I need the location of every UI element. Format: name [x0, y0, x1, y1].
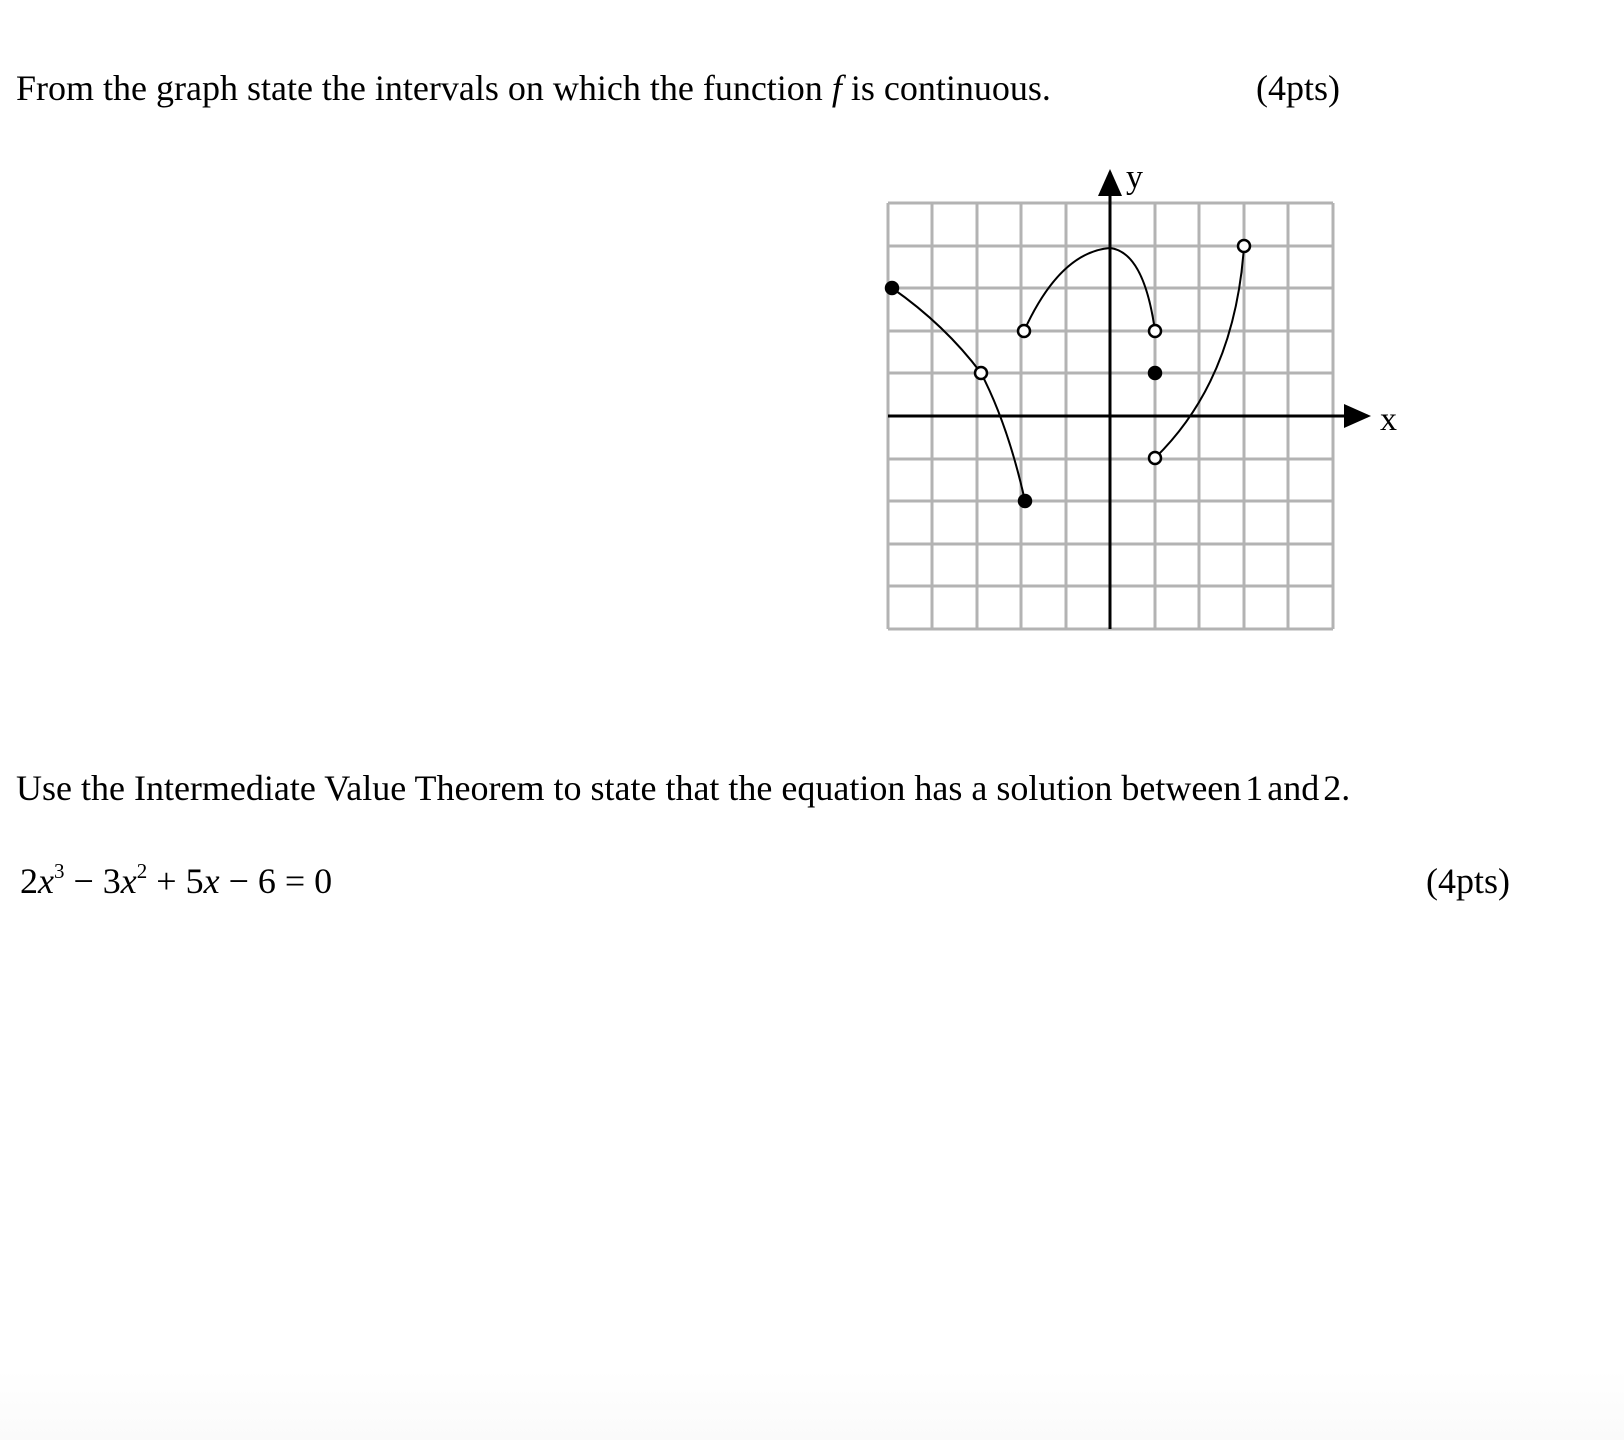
eq-exp-2: 2 — [136, 859, 148, 883]
eq-var: x — [38, 861, 54, 901]
x-axis-label: x — [1380, 401, 1397, 438]
question-2-text: Use the Intermediate Value Theorem to state that the equation has a solution between — [16, 768, 1242, 808]
function-variable: f — [831, 68, 842, 108]
eq-coef-1: 2 — [20, 861, 38, 901]
open-point — [1149, 452, 1161, 464]
open-point — [1149, 325, 1161, 337]
closed-point — [886, 282, 898, 294]
function-graph — [860, 150, 1397, 620]
question-2-prompt — [16, 770, 1354, 806]
question-1-text-start: From the graph state the intervals on which the function — [16, 68, 832, 108]
equation — [20, 859, 333, 901]
y-axis-label: y — [1126, 159, 1143, 196]
eq-minus-3: − 3 — [64, 861, 121, 901]
and-word: and — [1267, 768, 1320, 808]
eq-plus-5: + 5 — [147, 861, 204, 901]
closed-point — [1149, 367, 1161, 379]
eq-var: x — [120, 861, 137, 901]
eq-var: x — [203, 861, 220, 901]
open-point — [975, 367, 987, 379]
upper-bound: 2. — [1323, 768, 1351, 808]
open-point — [1238, 240, 1250, 252]
page-bottom-shade — [0, 1370, 1624, 1440]
question-2-points: (4pts) — [1426, 861, 1510, 901]
curve-segment-2 — [981, 373, 1025, 501]
open-point — [1018, 325, 1030, 337]
question-1-prompt — [16, 70, 1051, 106]
closed-point — [1019, 495, 1031, 507]
question-1-text-end: is continuous. — [841, 68, 1051, 108]
question-1-points: (4pts) — [1256, 68, 1340, 108]
lower-bound: 1 — [1245, 768, 1264, 808]
eq-exp-3: 3 — [53, 859, 65, 883]
eq-minus-6-equals-0: − 6 = 0 — [219, 861, 333, 901]
